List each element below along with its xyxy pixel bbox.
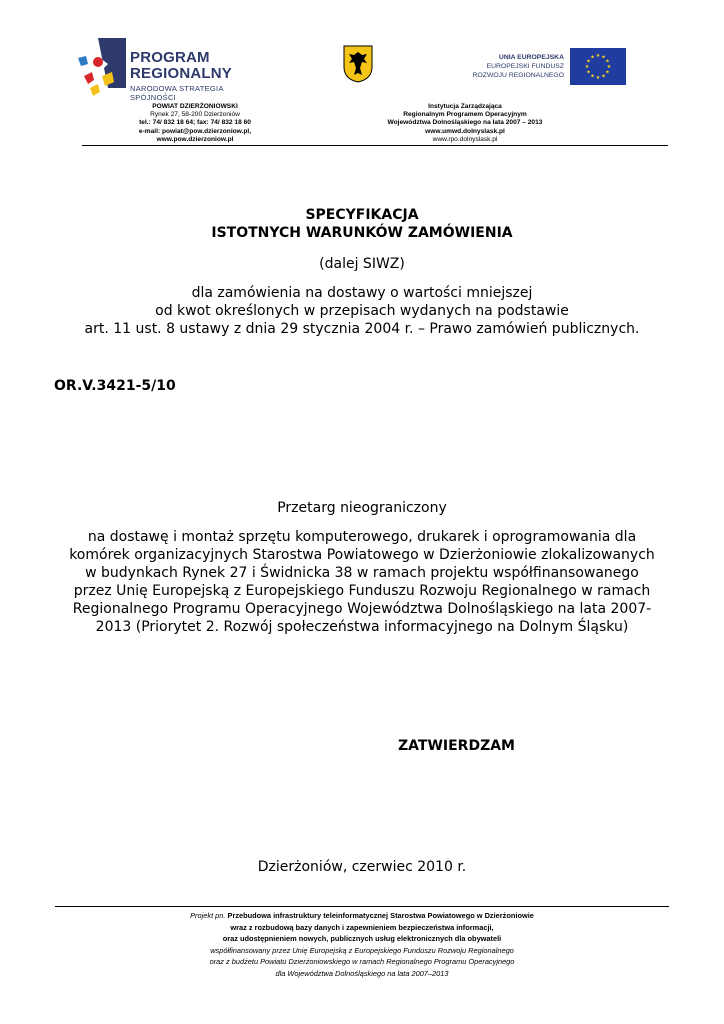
svg-text:★: ★	[586, 69, 591, 76]
doc-title-line2: ISTOTNYCH WARUNKÓW ZAMÓWIENIA	[211, 225, 513, 241]
doc-title-line1: SPECYFIKACJA	[305, 207, 419, 223]
eu-logo-text	[440, 53, 564, 80]
intro-line2: od kwot określonych w przepisach wydanych na podstawie	[155, 303, 569, 319]
footer-line5: oraz z budżetu Powiatu Dzierżoniowskiego w ramach Regionalnego Programu Operacyjnego	[209, 957, 515, 966]
footer-line1: Przebudowa infrastruktury teleinformatycznej Starostwa Powiatowego w Dzierżoniowie	[227, 911, 534, 920]
procedure-mode: Przetarg nieograniczony	[277, 500, 447, 516]
place-and-date: Dzierżoniów, czerwiec 2010 r.	[257, 859, 467, 875]
footer-line3: oraz udostępnieniem nowych, publicznych usług elektronicznych dla obywateli	[222, 934, 502, 943]
authority-line1: Instytucja Zarządzająca	[428, 103, 502, 110]
project-footer	[60, 910, 664, 979]
authority-line3: Województwa Dolnośląskiego na lata 2007 – 2013	[387, 119, 543, 127]
svg-text:★: ★	[606, 64, 612, 70]
intro-line3: art. 11 ust. 8 ustawy z dnia 29 stycznia 2004 r. – Prawo zamówień publicznych.	[84, 321, 640, 337]
powiat-address: Rynek 27, 58-200 Dzierżoniów	[150, 111, 240, 119]
eu-logo-line3: ROZWOJU REGIONALNEGO	[472, 72, 564, 79]
doc-siwz: (dalej SIWZ)	[319, 256, 405, 272]
eu-logo-line2: EUROPEJSKI FUNDUSZ	[486, 63, 564, 70]
svg-text:★: ★	[595, 53, 601, 59]
footer-prefix: Projekt pn.	[190, 911, 228, 920]
subject-line4: przez Unię Europejską z Europejskiego Funduszu Rozwoju Regionalnego w ramach	[73, 583, 651, 599]
program-logo-line2: REGIONALNY	[130, 65, 233, 82]
svg-text:★: ★	[595, 75, 601, 81]
approval-label: ZATWIERDZAM	[398, 738, 515, 754]
svg-text:★: ★	[586, 58, 591, 65]
svg-text:★: ★	[601, 73, 606, 80]
subject-line6: 2013 (Priorytet 2. Rozwój społeczeństwa informacyjnego na Dolnym Śląsku)	[95, 619, 629, 635]
subject-line5: Regionalnego Programu Operacyjnego Województwa Dolnośląskiego na lata 2007-	[72, 601, 652, 617]
eu-logo-line1: UNIA EUROPEJSKA	[498, 54, 564, 61]
subject-line3: w budynkach Rynek 27 i Świdnicka 38 w ramach projektu współfinansowanego	[85, 565, 639, 581]
footer-line6: dla Województwa Dolnośląskiego na lata 2007–2013	[275, 968, 449, 978]
powiat-name: POWIAT DZIERŻONIOWSKI	[152, 103, 238, 110]
svg-text:★: ★	[590, 73, 595, 80]
footer-line4: współfinansowany przez Unię Europejską z Europejskiego Funduszu Rozwoju Regionalnego	[210, 945, 514, 955]
header-divider	[82, 145, 668, 146]
svg-text:★: ★	[605, 58, 610, 65]
svg-text:★: ★	[605, 69, 610, 76]
footer-divider	[55, 906, 669, 907]
program-logo-line1: PROGRAM	[130, 49, 210, 66]
powiat-contact-block	[110, 103, 280, 144]
powiat-phone: tel.: 74/ 832 18 64; fax: 74/ 832 18 60	[139, 119, 251, 127]
eu-flag-icon	[570, 48, 626, 85]
managing-authority-block	[370, 103, 560, 144]
powiat-email: e-mail: powiat@pow.dzierzoniow.pl,	[138, 127, 252, 135]
powiat-website: www.pow.dzierzoniow.pl	[156, 135, 234, 143]
program-logo-tagline: NARODOWA STRATEGIA SPÓJNOŚCI	[130, 84, 224, 102]
subject-line1: na dostawę i montaż sprzętu komputerowego, drukarek i oprogramowania dla	[87, 529, 637, 545]
program-regionalny-logo	[78, 36, 268, 106]
authority-website1: www.umwd.dolnyslask.pl	[425, 127, 505, 135]
reference-number: OR.V.3421-5/10	[54, 378, 176, 394]
svg-text:★: ★	[590, 54, 595, 61]
subject-line2: komórek organizacyjnych Starostwa Powiatowego w Dzierżoniowie zlokalizowanych	[69, 547, 655, 563]
intro-line1: dla zamówienia na dostawy o wartości mniejszej	[191, 285, 533, 301]
program-star-icon	[78, 36, 130, 98]
footer-line2: wraz z rozbudową bazy danych i zapewnieniem bezpieczeństwa informacji,	[230, 922, 494, 932]
authority-line2: Regionalnym Programem Operacyjnym	[403, 111, 527, 119]
svg-text:★: ★	[584, 64, 590, 70]
authority-website2: www.rpo.dolnyslask.pl	[432, 135, 498, 143]
svg-text:★: ★	[601, 54, 606, 61]
coat-of-arms-icon	[343, 45, 373, 83]
